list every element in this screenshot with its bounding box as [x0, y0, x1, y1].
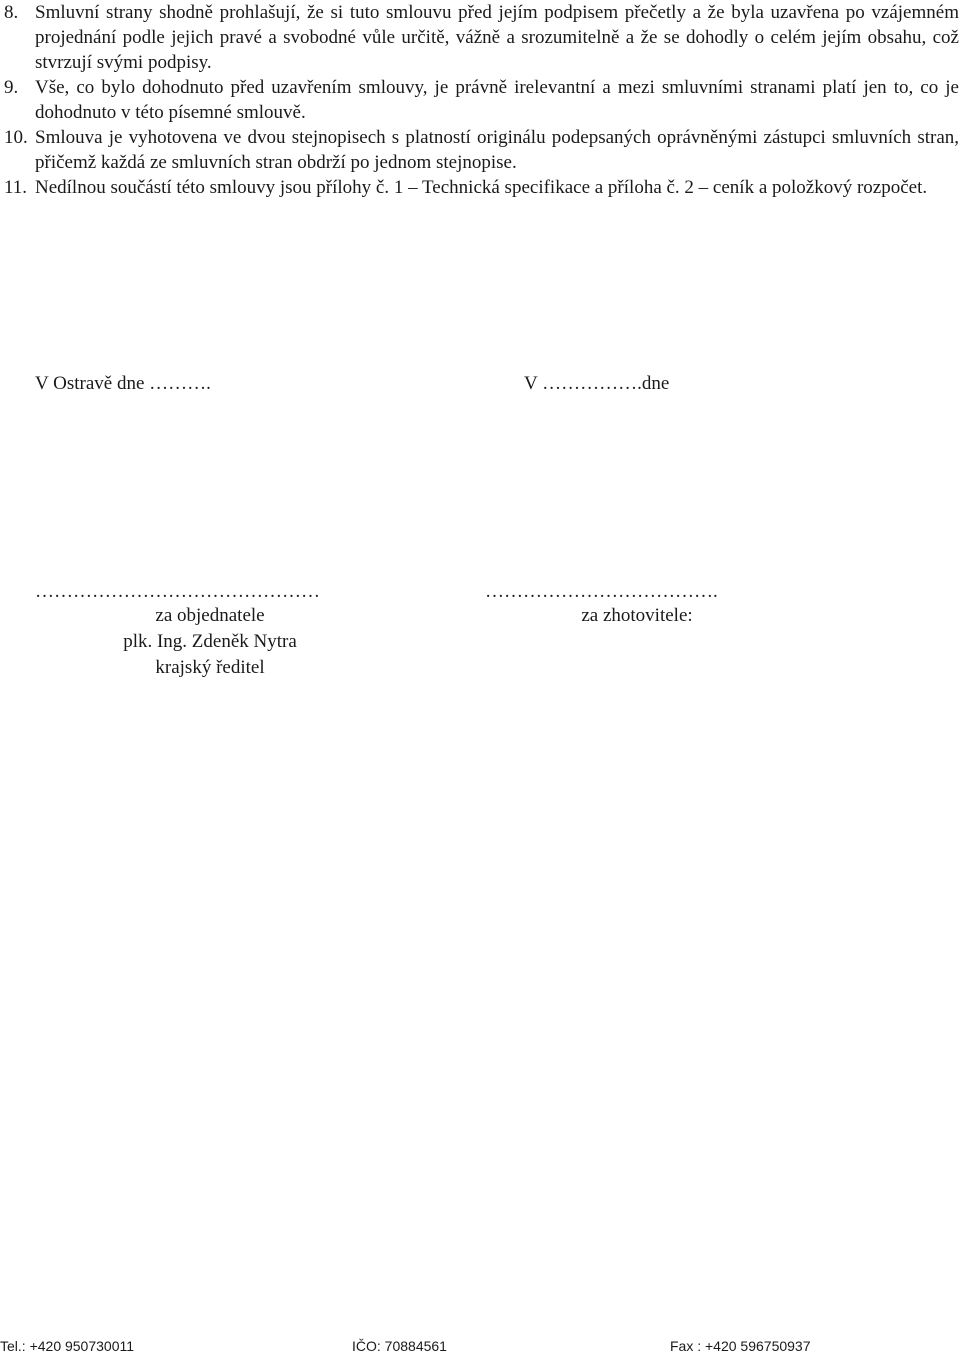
signatory-title: krajský ředitel	[155, 657, 265, 678]
clause-text: Vše, co bylo dohodnuto před uzavřením smlouvy, je právně irelevantní a mezi smluvními stranami platí jen to, co je dohodnuto v této písemné smlouvě.	[35, 77, 959, 123]
signature-block-left	[60, 603, 360, 681]
signature-block-right	[487, 603, 787, 629]
clause-number: 11.	[4, 177, 28, 198]
clause-9	[4, 75, 959, 125]
clause-number: 8.	[4, 2, 19, 23]
signatory-name: plk. Ing. Zdeněk Nytra	[123, 631, 297, 652]
clause-11	[4, 175, 959, 200]
signature-line-right: ……………………………….	[485, 581, 718, 602]
clause-text: Nedílnou součástí této smlouvy jsou přílohy č. 1 – Technická specifikace a příloha č. 2 – ceník a položkový rozpočet.	[35, 177, 928, 198]
footer-tel: Tel.: +420 950730011	[0, 1338, 135, 1354]
footer-fax: Fax : +420 596750937	[670, 1338, 811, 1354]
clause-8	[4, 0, 959, 75]
place-date-left: V Ostravě dne ……….	[35, 373, 211, 394]
place-date-right: V …………….dne	[524, 373, 670, 394]
clause-number: 10.	[4, 127, 28, 148]
signature-line-left: ………………………………………	[35, 581, 320, 602]
contract-clauses	[4, 0, 959, 200]
clause-number: 9.	[4, 77, 19, 98]
clause-text: Smlouva je vyhotovena ve dvou stejnopisech s platností originálu podepsaných oprávněnými zástupci smluvních stran, přičemž každá ze smluvních stran obdrží po jednom stejnopise.	[35, 127, 959, 173]
signatory-role: za objednatele	[155, 605, 265, 626]
footer-ico: IČO: 70884561	[352, 1338, 447, 1354]
clause-10	[4, 125, 959, 175]
signatory-role: za zhotovitele:	[581, 605, 693, 626]
clause-text: Smluvní strany shodně prohlašují, že si tuto smlouvu před jejím podpisem přečetly a že byla uzavřena po vzájemném projednání podle jejich pravé a svobodné vůle určitě, vážně a srozumitelně a že se dohodly o celém jejím obsahu, což stvrzují svými podpisy.	[35, 2, 959, 73]
